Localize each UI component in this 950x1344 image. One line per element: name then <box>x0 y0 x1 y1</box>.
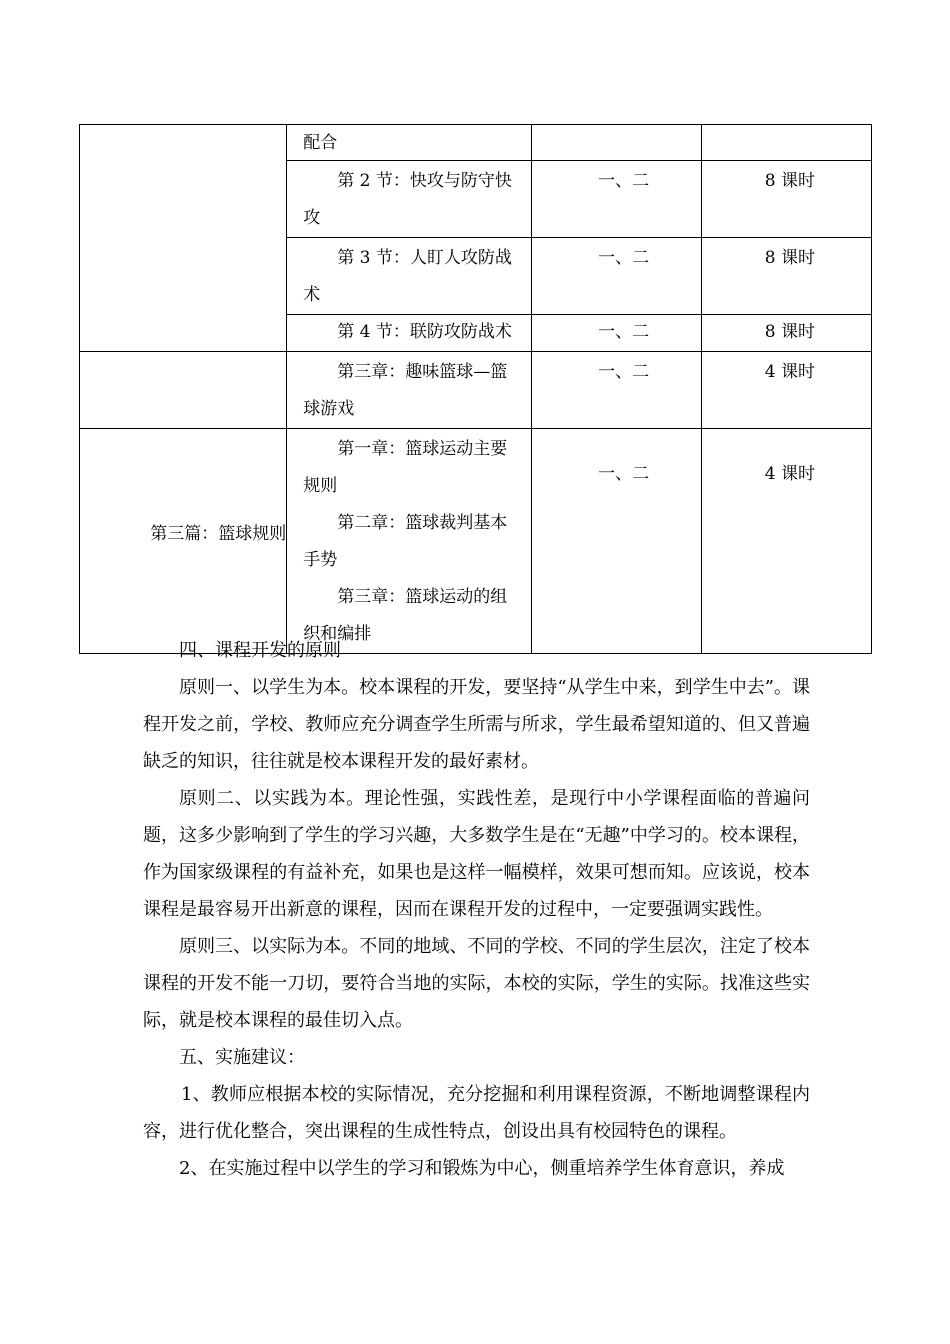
part-label: 第三篇：篮球规则 <box>150 523 287 544</box>
grade-cell <box>531 238 701 315</box>
chapter-text: 第 2 节：快攻与防守快 攻 <box>303 171 512 228</box>
grade-cell <box>531 125 701 161</box>
hours-text: 8 课时 <box>764 248 815 268</box>
grade-text: 一、二 <box>598 362 650 382</box>
chapter-cell <box>287 429 531 654</box>
hours-text: 4 课时 <box>764 464 815 484</box>
chapter-cell <box>287 352 531 429</box>
chapter-cell <box>287 238 531 315</box>
table-row <box>80 429 872 654</box>
hours-text: 8 课时 <box>764 171 815 191</box>
grade-cell <box>531 315 701 352</box>
grade-text <box>532 125 701 127</box>
grade-text: 一、二 <box>598 322 650 342</box>
grade-cell <box>531 352 701 429</box>
main-text <box>143 632 810 1187</box>
chapter-cell <box>287 161 531 238</box>
paragraph: 原则二、以实践为本。理论性强，实践性差，是现行中小学课程面临的普遍问题，这多少影响到了学生的学习兴趣，大多数学生是在“无趣”中学习的。校本课程，作为国家级课程的有益补充，如果也是这样一幅模样，效果可想而知。应该说，校本课程是最容易开出新意的课程，因而在课程开发的过程中，一定要强调实践性。 <box>143 788 810 920</box>
hours-cell <box>701 161 871 238</box>
part-cell-empty <box>80 125 287 352</box>
hours-text: 8 课时 <box>764 322 815 342</box>
chapter-cell <box>287 125 531 161</box>
grade-text: 一、二 <box>598 248 650 268</box>
hours-cell <box>701 125 871 161</box>
hours-cell <box>701 429 871 654</box>
paragraph: 原则三、以实际为本。不同的地域、不同的学校、不同的学生层次，注定了校本课程的开发不能一刀切，要符合当地的实际，本校的实际，学生的实际。找准这些实际，就是校本课程的最佳切入点。 <box>143 936 810 1031</box>
part-cell <box>80 429 287 654</box>
grade-text: 一、二 <box>598 464 650 484</box>
chapter-text: 第三章：趣味篮球—篮 球游戏 <box>303 362 508 419</box>
chapter-text: 第 4 节：联防攻防战术 <box>337 322 512 342</box>
paragraph: 2、在实施过程中以学生的学习和锻炼为中心，侧重培养学生体育意识，养成 <box>179 1158 785 1179</box>
section-heading: 五、实施建议： <box>179 1047 305 1068</box>
table-row <box>80 352 872 429</box>
grade-text: 一、二 <box>598 171 650 191</box>
section-heading: 四、课程开发的原则 <box>179 640 341 661</box>
part-cell-empty <box>80 352 287 429</box>
hours-cell <box>701 315 871 352</box>
table-row <box>80 125 872 161</box>
chapter-text: 第一章：篮球运动主要 规则 第二章：篮球裁判基本 手势 第三章：篮球运动的组 织和编排 <box>303 439 508 644</box>
grade-cell <box>531 161 701 238</box>
paragraph: 原则一、以学生为本。校本课程的开发，要坚持“从学生中来，到学生中去”。课程开发之前，学校、教师应充分调查学生所需与所求，学生最希望知道的、但又普遍缺乏的知识，往往就是校本课程开发的最好素材。 <box>143 677 810 772</box>
course-table <box>79 124 872 654</box>
paragraph: 1、教师应根据本校的实际情况，充分挖掘和利用课程资源，不断地调整课程内容，进行优化整合，突出课程的生成性特点，创设出具有校园特色的课程。 <box>143 1084 810 1142</box>
chapter-cell <box>287 315 531 352</box>
grade-cell <box>531 429 701 654</box>
hours-cell <box>701 238 871 315</box>
hours-cell <box>701 352 871 429</box>
hours-text: 4 课时 <box>764 362 815 382</box>
chapter-text: 配合 <box>303 133 338 153</box>
chapter-text: 第 3 节：人盯人攻防战 术 <box>303 248 512 305</box>
hours-text <box>702 125 871 127</box>
